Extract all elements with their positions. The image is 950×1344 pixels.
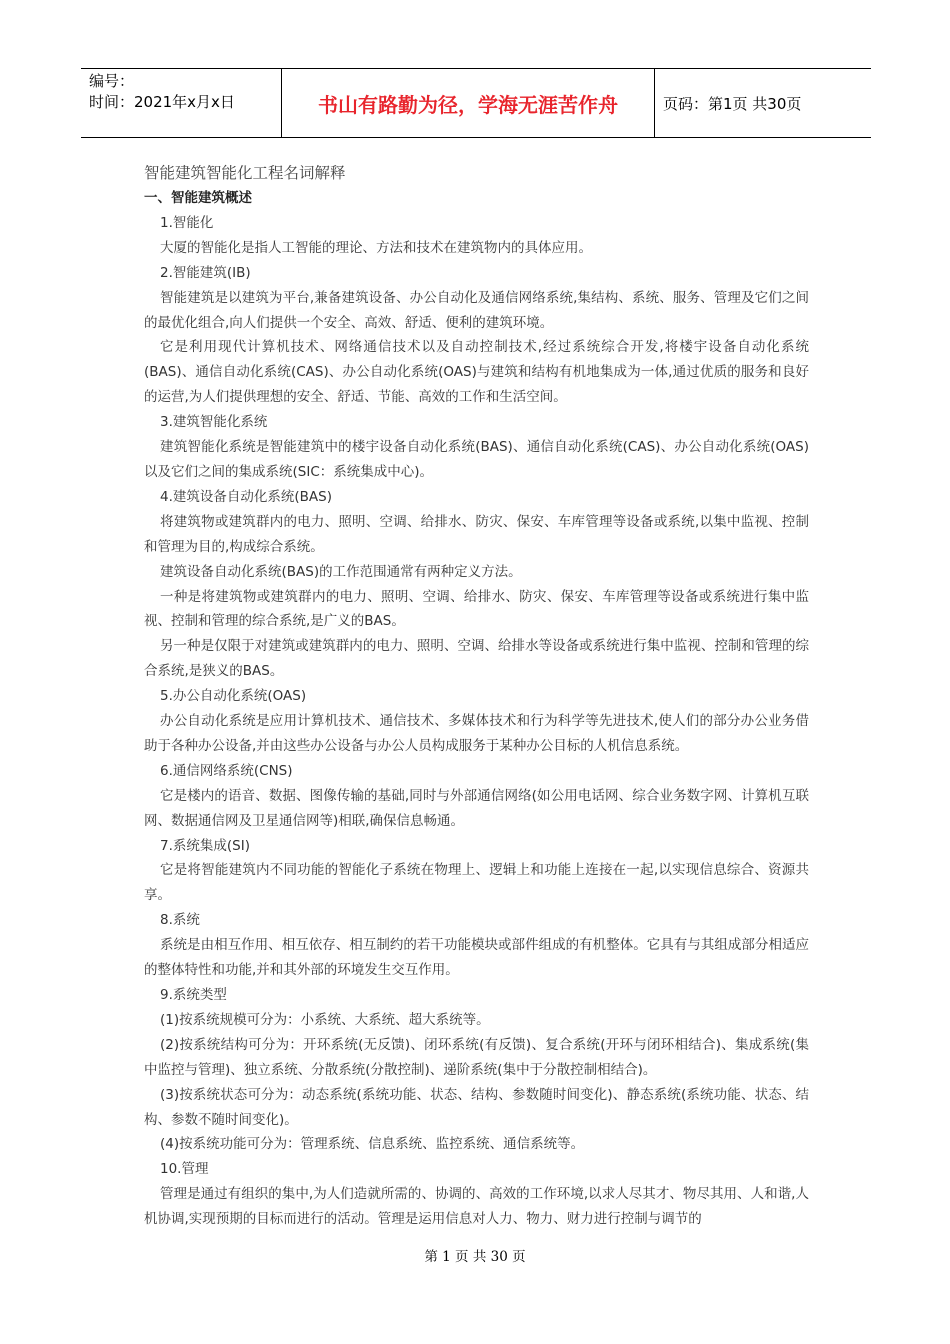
term-heading: 3.建筑智能化系统 [160, 414, 268, 431]
paragraph: 另一种是仅限于对建筑或建筑群内的电力、照明、空调、给排水等设备或系统进行集中监视、控制和管理的综合系统,是狭义的BAS。 [144, 638, 809, 680]
paragraph: 它是利用现代计算机技术、网络通信技术以及自动控制技术,经过系统综合开发,将楼宇设备自动化系统(BAS)、通信自动化系统(CAS)、办公自动化系统(OAS)与建筑和结构有机地集成为一体,通过优质的服务和良好的运营,为人们提供理想的安全、舒适、节能、高效的工作和生活空间。 [144, 339, 809, 406]
section-heading: 一、智能建筑概述 [144, 190, 252, 206]
document-number: 编号： [89, 72, 135, 90]
paragraph: 智能建筑是以建筑为平台,兼备建筑设备、办公自动化及通信网络系统,集结构、系统、服务、管理及它们之间的最优化组合,向人们提供一个安全、高效、舒适、便利的建筑环境。 [144, 289, 809, 331]
term-heading: 1.智能化 [160, 214, 214, 231]
paragraph: 大厦的智能化是指人工智能的理论、方法和技术在建筑物内的具体应用。 [160, 239, 592, 256]
page-footer: 第 1 页 共 30 页 [424, 1249, 526, 1265]
term-heading: 7.系统集成(SI) [160, 837, 250, 854]
list-item: (1)按系统规模可分为：小系统、大系统、超大系统等。 [160, 1011, 490, 1028]
term-heading: 8.系统 [160, 912, 200, 929]
term-heading: 5.办公自动化系统(OAS) [160, 688, 307, 705]
paragraph: 建筑设备自动化系统(BAS)的工作范围通常有两种定义方法。 [160, 563, 522, 580]
paragraph: 一种是将建筑物或建筑群内的电力、照明、空调、给排水、防灾、保安、车库管理等设备或系统进行集中监视、控制和管理的综合系统,是广义的BAS。 [144, 588, 809, 630]
header-motto: 书山有路勤为径，学海无涯苦作舟 [281, 69, 655, 137]
document-title: 智能建筑智能化工程名词解释 [144, 164, 346, 182]
paragraph: 建筑智能化系统是智能建筑中的楼宇设备自动化系统(BAS)、通信自动化系统(CAS)、办公自动化系统(OAS)以及它们之间的集成系统(SIC：系统集成中心)。 [144, 439, 809, 480]
term-heading: 9.系统类型 [160, 987, 227, 1003]
term-heading: 2.智能建筑(IB) [160, 264, 251, 281]
list-item: (4)按系统功能可分为：管理系统、信息系统、监控系统、通信系统等。 [160, 1136, 585, 1153]
header-page-info: 页码：第1页 共30页 [663, 94, 802, 113]
paragraph: 它是楼内的语音、数据、图像传输的基础,同时与外部通信网络(如公用电话网、综合业务数字网、计算机互联网、数据通信网及卫星通信网等)相联,确保信息畅通。 [144, 787, 809, 829]
paragraph: 它是将智能建筑内不同功能的智能化子系统在物理上、逻辑上和功能上连接在一起,以实现信息综合、资源共享。 [144, 862, 809, 904]
document-header [81, 68, 871, 138]
document-date: 时间：2021年x月x日 [89, 93, 235, 111]
paragraph: 系统是由相互作用、相互依存、相互制约的若干功能模块或部件组成的有机整体。它具有与其组成部分相适应的整体特性和功能,并和其外部的环境发生交互作用。 [144, 937, 809, 979]
paragraph: 管理是通过有组织的集中,为人们造就所需的、协调的、高效的工作环境,以求人尽其才、物尽其用、人和谐,人机协调,实现预期的目标而进行的活动。管理是运用信息对人力、物力、财力进行控制与调节的 [144, 1186, 809, 1228]
header-meta [81, 69, 281, 137]
term-heading: 6.通信网络系统(CNS) [160, 762, 293, 779]
term-heading: 4.建筑设备自动化系统(BAS) [160, 488, 332, 505]
term-heading: 10.管理 [160, 1161, 209, 1178]
paragraph: 将建筑物或建筑群内的电力、照明、空调、给排水、防灾、保安、车库管理等设备或系统,以集中监视、控制和管理为目的,构成综合系统。 [144, 513, 809, 555]
paragraph: 办公自动化系统是应用计算机技术、通信技术、多媒体技术和行为科学等先进技术,使人们的部分办公业务借助于各种办公设备,并由这些办公设备与办公人员构成服务于某种办公目标的人机信息系统。 [144, 713, 809, 754]
document-body [144, 160, 809, 1232]
list-item: (3)按系统状态可分为：动态系统(系统功能、状态、结构、参数随时间变化)、静态系统(系统功能、状态、结构、参数不随时间变化)。 [144, 1086, 809, 1128]
list-item: (2)按系统结构可分为：开环系统(无反馈)、闭环系统(有反馈)、复合系统(开环与闭环相结合)、集成系统(集中监控与管理)、独立系统、分散系统(分散控制)、递阶系统(集中于分散控制相结合)。 [144, 1036, 809, 1078]
